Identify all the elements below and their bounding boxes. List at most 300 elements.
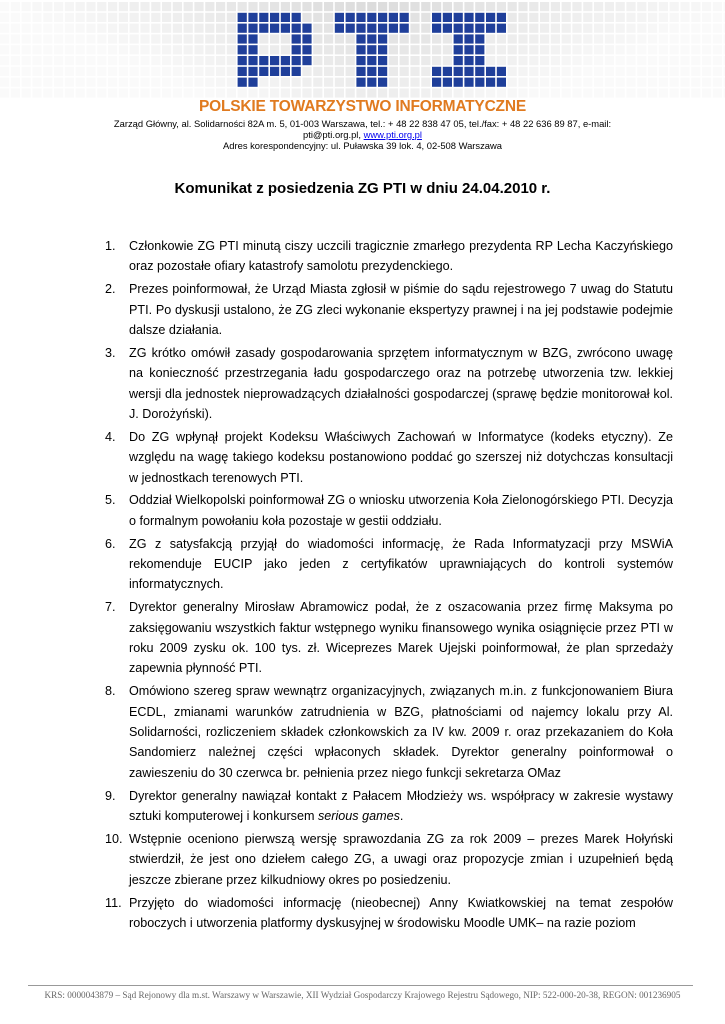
logo-grid-square (518, 88, 527, 97)
logo-grid-square (551, 34, 560, 43)
logo-letter-square (486, 67, 495, 76)
logo-grid-square (648, 34, 657, 43)
logo-grid-square (680, 67, 689, 76)
logo-letter-square (302, 34, 311, 43)
logo-grid-square (443, 2, 452, 11)
logo-letter-square (378, 13, 387, 22)
item-number: 6. (105, 536, 116, 551)
logo-grid-square (540, 56, 549, 65)
logo-grid-square (151, 67, 160, 76)
logo-grid-square (43, 88, 52, 97)
logo-letter-square (400, 24, 409, 33)
logo-grid-square (22, 78, 31, 87)
logo-grid-square (659, 24, 668, 33)
logo-grid-square (43, 2, 52, 11)
logo-grid-square (540, 13, 549, 22)
logo-grid-square (140, 45, 149, 54)
logo-grid-square (659, 56, 668, 65)
logo-letter-square (302, 56, 311, 65)
logo-grid-square (486, 45, 495, 54)
logo-grid-square (702, 56, 711, 65)
logo-grid-square (86, 88, 95, 97)
logo-grid-square (65, 34, 74, 43)
logo-grid-square (97, 56, 106, 65)
logo-grid-square (22, 34, 31, 43)
logo-grid-square (583, 24, 592, 33)
item-text: Prezes poinformował, że Urząd Miasta zgłosił w piśmie do sądu rejestrowego 7 uwag do Statutu PTI. Po dyskusji ustalono, że ZG zleci wykonanie ekspertyzy prawnej i na jej podstawie podejmie dalsze działania. (129, 282, 673, 338)
logo-grid-square (76, 67, 85, 76)
logo-letter-square (356, 56, 365, 65)
logo-grid-square (626, 24, 635, 33)
logo-grid-square (54, 2, 63, 11)
item-number: 2. (105, 282, 116, 297)
logo-letter-square (486, 24, 495, 33)
list-item (105, 829, 673, 890)
logo-grid-square (43, 56, 52, 65)
logo-grid-square (648, 78, 657, 87)
logo-grid-square (616, 56, 625, 65)
logo-grid-square (637, 24, 646, 33)
logo-grid-square (108, 24, 117, 33)
logo-grid-square (410, 78, 419, 87)
logo-grid-square (508, 56, 517, 65)
item-text: Wstępnie oceniono pierwszą wersję sprawozdania ZG za rok 2009 – prezes Marek Hołyński stwierdził, że jest ono dziełem całego ZG, a uwagi oraz propozycje zmian i uzupełnień będą jeszcze zbierane przez kilkudniowy okres po posiedzeniu. (129, 831, 673, 887)
logo-grid-square (173, 2, 182, 11)
logo-grid-square (184, 88, 193, 97)
logo-grid-square (400, 45, 409, 54)
logo-grid-square (421, 56, 430, 65)
logo-grid-square (605, 78, 614, 87)
logo-grid-square (270, 34, 279, 43)
logo-grid-square (302, 78, 311, 87)
logo-grid-square (410, 34, 419, 43)
logo-letter-square (367, 34, 376, 43)
letterhead (0, 0, 725, 160)
list-item (105, 343, 673, 425)
logo-grid-square (11, 88, 20, 97)
logo-grid-square (22, 45, 31, 54)
logo-grid-square (227, 2, 236, 11)
logo-letter-square (443, 78, 452, 87)
logo-grid-square (227, 45, 236, 54)
logo-letter-square (432, 13, 441, 22)
logo-grid-square (518, 2, 527, 11)
logo-grid-square (281, 78, 290, 87)
logo-grid-square (389, 34, 398, 43)
logo-grid-square (140, 24, 149, 33)
logo-grid-square (637, 2, 646, 11)
logo-grid-square (529, 78, 538, 87)
logo-grid-square (518, 13, 527, 22)
logo-grid-square (0, 67, 9, 76)
logo-grid-square (108, 67, 117, 76)
logo-grid-square (0, 2, 9, 11)
logo-grid-square (691, 34, 700, 43)
logo-grid-square (194, 67, 203, 76)
logo-grid-square (86, 45, 95, 54)
footer-registry: KRS: 0000043879 – Sąd Rejonowy dla m.st. Warszawy w Warszawie, XII Wydział Gospodarczy Krajowego Rejestru Sądowego, NIP: 522-000-20-38, REGON: 001236905 (44, 990, 681, 1000)
logo-grid-square (551, 2, 560, 11)
logo-grid-square (108, 13, 117, 22)
logo-grid-square (572, 88, 581, 97)
logo-grid-square (162, 34, 171, 43)
logo-grid-square (410, 24, 419, 33)
logo-letter-square (464, 56, 473, 65)
logo-grid-square (713, 88, 722, 97)
logo-grid-square (410, 56, 419, 65)
logo-grid-square (65, 56, 74, 65)
logo-grid-square (32, 2, 41, 11)
logo-grid-square (324, 2, 333, 11)
logo-grid-square (713, 78, 722, 87)
logo-grid-square (572, 34, 581, 43)
item-number: 11. (105, 895, 122, 910)
list-item (105, 893, 673, 934)
logo-grid-square (130, 67, 139, 76)
logo-grid-square (680, 45, 689, 54)
logo-letter-square (378, 67, 387, 76)
logo-grid-square (605, 34, 614, 43)
logo-grid-square (32, 34, 41, 43)
logo-grid-square (680, 2, 689, 11)
logo-grid-square (313, 13, 322, 22)
logo-grid-square (670, 45, 679, 54)
logo-grid-square (194, 13, 203, 22)
logo-grid-square (551, 24, 560, 33)
logo-grid-square (702, 2, 711, 11)
logo-grid-square (216, 67, 225, 76)
logo-grid-square (216, 13, 225, 22)
footer-divider (28, 985, 693, 986)
logo-grid-square (281, 2, 290, 11)
logo-grid-square (691, 24, 700, 33)
logo-grid-square (335, 78, 344, 87)
logo-grid-square (410, 13, 419, 22)
logo-grid-square (680, 56, 689, 65)
page-title: Komunikat z posiedzenia ZG PTI w dniu 24.04.2010 r. (174, 180, 551, 197)
logo-grid-square (626, 2, 635, 11)
logo-grid-square (410, 88, 419, 97)
logo-letter-square (464, 45, 473, 54)
logo-grid-square (540, 67, 549, 76)
logo-letter-square (259, 13, 268, 22)
logo-grid-square (22, 67, 31, 76)
logo-grid-square (335, 88, 344, 97)
logo-grid-square (108, 56, 117, 65)
logo-grid-square (173, 56, 182, 65)
logo-grid-square (65, 13, 74, 22)
logo-grid-square (680, 24, 689, 33)
logo-grid-square (97, 78, 106, 87)
logo-letter-square (302, 45, 311, 54)
logo-grid-square (0, 88, 9, 97)
logo-grid-square (324, 88, 333, 97)
logo-letter-square (292, 56, 301, 65)
logo-grid-square (173, 88, 182, 97)
logo-letter-square (378, 45, 387, 54)
logo-grid-square (572, 24, 581, 33)
logo-grid-square (86, 78, 95, 87)
logo-grid-square (562, 88, 571, 97)
list-item (105, 279, 673, 340)
logo-grid-square (713, 56, 722, 65)
logo-grid-square (432, 56, 441, 65)
logo-grid-square (497, 88, 506, 97)
org-name: POLSKIE TOWARZYSTWO INFORMATYCZNE (199, 98, 526, 115)
logo-grid-square (76, 24, 85, 33)
logo-grid-square (616, 78, 625, 87)
logo-grid-square (637, 34, 646, 43)
logo-letter-square (367, 67, 376, 76)
logo-letter-square (281, 56, 290, 65)
logo-letter-square (238, 78, 247, 87)
logo-grid-square (475, 2, 484, 11)
list-item (105, 597, 673, 679)
logo-grid-square (302, 2, 311, 11)
logo-grid-square (97, 24, 106, 33)
logo-grid-square (11, 2, 20, 11)
logo-grid-square (659, 78, 668, 87)
logo-grid-square (97, 67, 106, 76)
logo-grid-square (22, 13, 31, 22)
logo-grid-square (670, 88, 679, 97)
logo-letter-square (454, 13, 463, 22)
logo-grid-square (130, 78, 139, 87)
logo-grid-square (486, 2, 495, 11)
logo-letter-square (443, 13, 452, 22)
correspondence-address: Adres korespondencyjny: ul. Puławska 39 lok. 4, 02-508 Warszawa (223, 140, 502, 151)
logo-grid-square (572, 78, 581, 87)
logo-grid-square (670, 2, 679, 11)
logo-grid-square (119, 88, 128, 97)
logo-grid-square (335, 2, 344, 11)
logo-grid-square (216, 78, 225, 87)
logo-grid-square (162, 45, 171, 54)
logo-grid-square (11, 56, 20, 65)
logo-grid-square (432, 2, 441, 11)
logo-grid-square (162, 78, 171, 87)
logo-grid-square (680, 78, 689, 87)
logo-grid-square (583, 2, 592, 11)
logo-grid-square (518, 45, 527, 54)
logo-grid-square (43, 13, 52, 22)
logo-grid-square (659, 34, 668, 43)
logo-grid-square (432, 45, 441, 54)
logo-grid-square (529, 34, 538, 43)
logo-grid-square (702, 13, 711, 22)
logo-grid-square (32, 78, 41, 87)
logo-grid-square (648, 2, 657, 11)
logo-grid-square (130, 45, 139, 54)
logo-grid-square (302, 88, 311, 97)
logo-grid-square (43, 45, 52, 54)
logo-grid-square (194, 56, 203, 65)
logo-grid-square (659, 45, 668, 54)
logo-grid-square (421, 24, 430, 33)
logo-grid-square (119, 13, 128, 22)
logo-grid-square (389, 2, 398, 11)
logo-grid-square (248, 88, 257, 97)
logo-grid-square (173, 67, 182, 76)
logo-letter-square (464, 13, 473, 22)
logo-grid-square (551, 78, 560, 87)
logo-grid-square (76, 56, 85, 65)
logo-grid-square (151, 78, 160, 87)
email-text: pti@pti.org.pl (303, 129, 359, 140)
logo-letter-square (367, 24, 376, 33)
logo-grid-square (184, 24, 193, 33)
logo-grid-square (637, 88, 646, 97)
logo-grid-square (702, 88, 711, 97)
logo-grid-square (108, 78, 117, 87)
logo-letter-square (432, 78, 441, 87)
logo-letter-square (248, 78, 257, 87)
logo-grid-square (130, 56, 139, 65)
logo-grid-square (259, 78, 268, 87)
logo-grid-square (540, 78, 549, 87)
logo-grid-square (194, 88, 203, 97)
list-item (105, 681, 673, 783)
logo-grid-square (702, 67, 711, 76)
logo-grid-square (97, 34, 106, 43)
logo-grid-square (626, 78, 635, 87)
logo-grid-square (140, 56, 149, 65)
logo-grid-square (648, 56, 657, 65)
logo-letter-square (259, 24, 268, 33)
list-item (105, 534, 673, 595)
logo-grid-square (32, 24, 41, 33)
logo-letter-square (475, 13, 484, 22)
logo-grid-square (529, 88, 538, 97)
logo-grid-square (691, 2, 700, 11)
logo-grid-square (292, 78, 301, 87)
logo-letter-square (475, 78, 484, 87)
item-text: ZG krótko omówił zasady gospodarowania sprzętem informatycznym w BZG, zwrócono uwagę na konieczność przestrzegania ładu gospodarczego oraz na potrzebę utworzenia tzw. lekkiej wersji dla jednostek nieprowadzących działalności gospodarczej (sprawę będzie monitorował kol. J. Dorożyński). (129, 345, 673, 422)
item-number: 1. (105, 239, 116, 253)
logo-grid-square (54, 24, 63, 33)
logo-grid-square (97, 13, 106, 22)
logo-letter-square (270, 56, 279, 65)
logo-grid-square (270, 2, 279, 11)
logo-grid-square (583, 56, 592, 65)
logo-letter-square (464, 24, 473, 33)
logo-grid-square (11, 34, 20, 43)
logo-grid-square (389, 45, 398, 54)
logo-grid-square (32, 56, 41, 65)
logo-grid-square (11, 78, 20, 87)
logo-letter-square (432, 24, 441, 33)
logo-letter-square (248, 67, 257, 76)
logo-grid-square (691, 56, 700, 65)
logo-letter-square (389, 13, 398, 22)
logo-grid-square (616, 24, 625, 33)
logo-grid-square (594, 78, 603, 87)
logo-grid-square (227, 67, 236, 76)
logo-grid-square (691, 88, 700, 97)
logo-grid-square (702, 34, 711, 43)
logo-grid-square (713, 13, 722, 22)
logo-letter-square (292, 67, 301, 76)
item-number: 4. (105, 429, 116, 444)
logo-grid-square (594, 67, 603, 76)
logo-grid-square (443, 34, 452, 43)
logo-grid-square (205, 67, 214, 76)
logo-grid-square (65, 88, 74, 97)
logo-letter-square (238, 67, 247, 76)
logo-grid-square (270, 45, 279, 54)
logo-grid-square (497, 34, 506, 43)
logo-letter-square (292, 13, 301, 22)
logo-grid-square (22, 24, 31, 33)
website-link[interactable]: www.pti.org.pl (363, 129, 422, 140)
logo-grid-square (173, 34, 182, 43)
logo-grid-square (162, 67, 171, 76)
logo-grid-square (173, 45, 182, 54)
logo-letter-square (270, 24, 279, 33)
logo-grid-square (616, 88, 625, 97)
logo-grid-square (108, 2, 117, 11)
logo-grid-square (400, 34, 409, 43)
logo-grid-square (216, 45, 225, 54)
item-text: Do ZG wpłynął projekt Kodeksu Właściwych Zachowań w Informatyce (kodeks etyczny). Ze względu na wagę takiego kodeksu postanowiono poddać go szerszej niż dotychczas konsultacji w jednostkach terenowych PTI. (129, 429, 673, 485)
logo-grid-square (421, 88, 430, 97)
logo-grid-square (97, 45, 106, 54)
logo-grid-square (594, 88, 603, 97)
logo-grid-square (659, 88, 668, 97)
logo-grid-square (162, 88, 171, 97)
logo-grid-square (86, 2, 95, 11)
logo-grid-square (605, 24, 614, 33)
logo-grid-square (130, 34, 139, 43)
logo-letter-square (464, 78, 473, 87)
logo-grid-square (335, 56, 344, 65)
logo-grid-square (11, 67, 20, 76)
logo-letter-square (367, 45, 376, 54)
logo-letter-square (259, 67, 268, 76)
item-number: 8. (105, 684, 116, 699)
logo-grid-square (119, 56, 128, 65)
logo-grid-square (162, 2, 171, 11)
logo-grid-square (562, 56, 571, 65)
logo-grid-square (400, 2, 409, 11)
logo-grid-square (508, 45, 517, 54)
logo-grid-square (670, 56, 679, 65)
logo-letter-square (281, 24, 290, 33)
logo-letter-square (389, 24, 398, 33)
logo-grid-square (691, 78, 700, 87)
logo-grid-square (194, 34, 203, 43)
logo-grid-square (400, 78, 409, 87)
logo-grid-square (648, 88, 657, 97)
list-item (105, 236, 673, 277)
logo-grid-square (572, 45, 581, 54)
logo-grid-square (410, 67, 419, 76)
logo-grid-square (140, 78, 149, 87)
logo-letter-square (378, 78, 387, 87)
logo-letter-square (443, 24, 452, 33)
logo-letter-square (356, 78, 365, 87)
logo-grid-square (346, 34, 355, 43)
logo-grid-square (313, 34, 322, 43)
logo-letter-square (270, 67, 279, 76)
logo-grid-square (194, 2, 203, 11)
logo-grid-square (540, 24, 549, 33)
logo-grid-square (464, 2, 473, 11)
logo-grid-square (205, 34, 214, 43)
logo-grid-square (616, 13, 625, 22)
logo-grid-square (637, 56, 646, 65)
logo-grid-square (324, 34, 333, 43)
